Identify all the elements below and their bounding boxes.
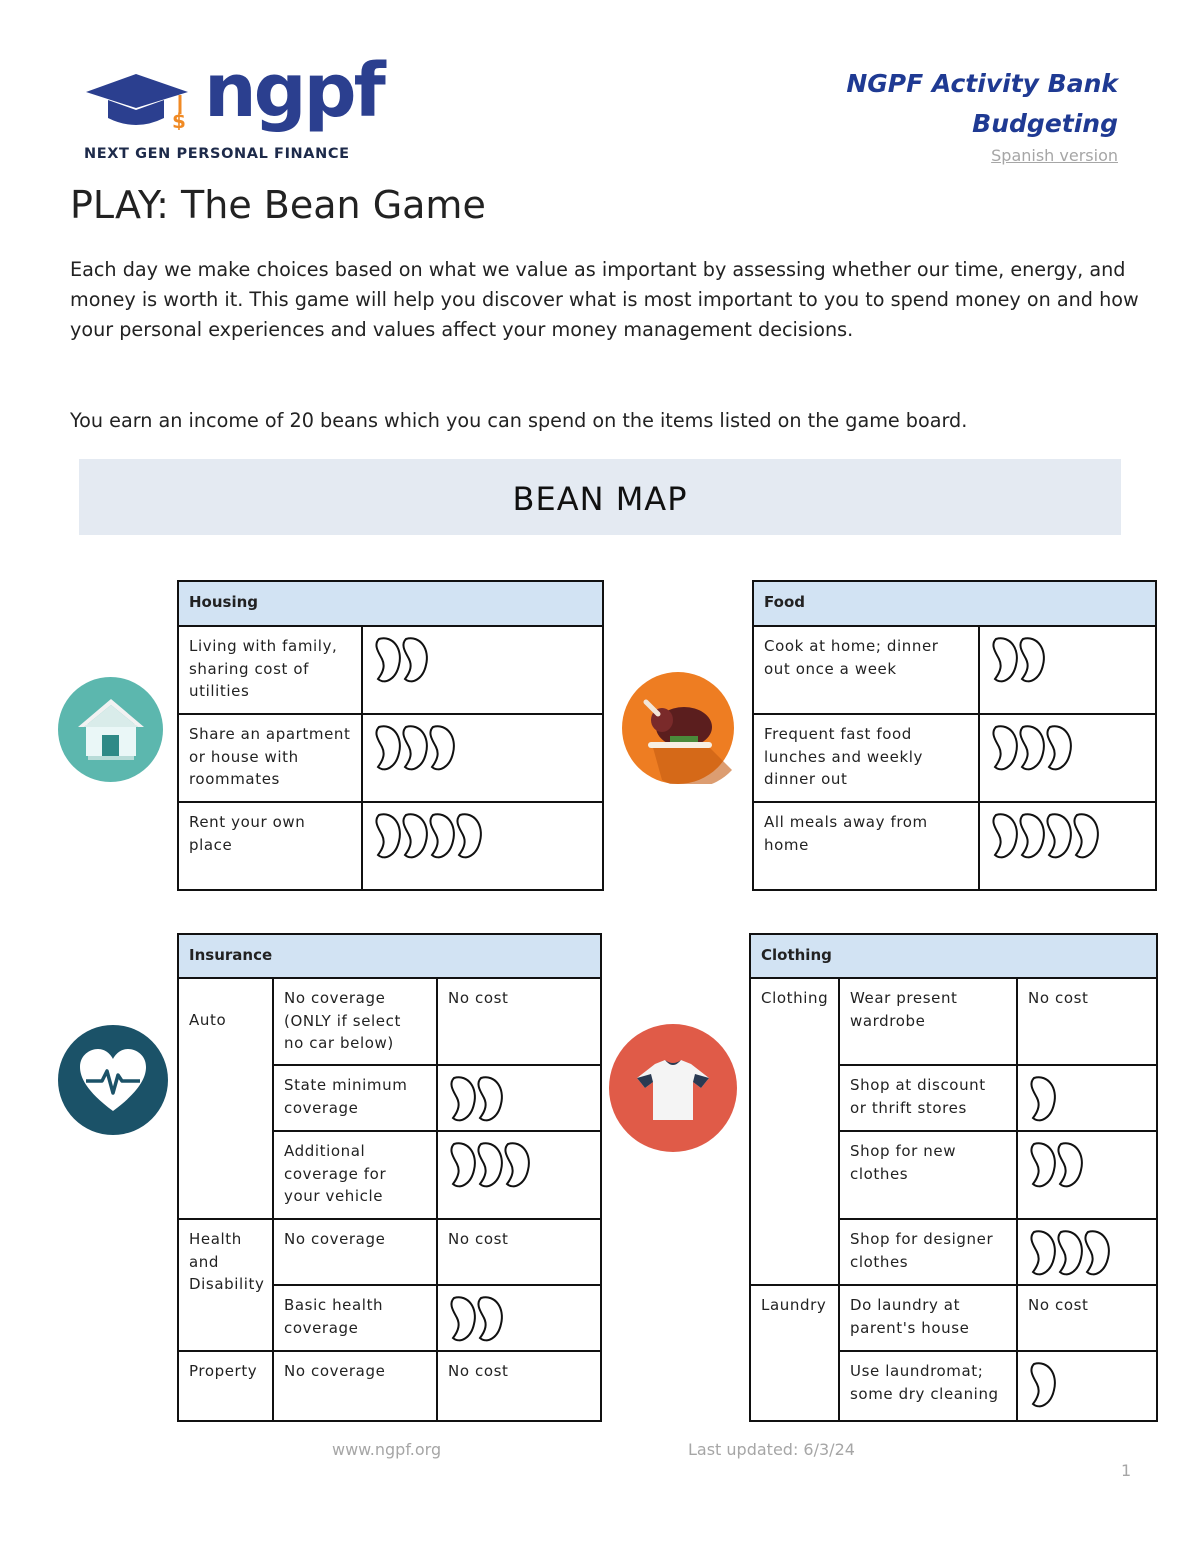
bean-icon: [1047, 726, 1070, 769]
insurance-option-label: Additional coverage for your vehicle: [273, 1131, 437, 1219]
footer-url[interactable]: www.ngpf.org: [332, 1440, 442, 1459]
bean-icon: [1031, 1143, 1054, 1186]
bean-icon: [403, 726, 426, 769]
clothing-header: Clothing: [750, 934, 1157, 978]
insurance-option-label: State minimum coverage: [273, 1065, 437, 1131]
bean-icon: [451, 1297, 474, 1340]
clothing-category: Laundry: [750, 1285, 839, 1421]
bean-icon: [1047, 814, 1070, 857]
bean-cost-icon: [448, 1074, 590, 1122]
activity-bank-header: [846, 64, 1118, 168]
page-number: 1: [1121, 1461, 1132, 1480]
clothing-option-label: Use laundromat; some dry cleaning: [839, 1351, 1017, 1421]
bean-icon: [1020, 726, 1043, 769]
clothing-icon-badge: [609, 1024, 737, 1152]
bean-cost-icon: [990, 811, 1145, 859]
bean-icons: [1028, 1360, 1058, 1410]
housing-option-label: Rent your own place: [178, 802, 362, 890]
activity-bank-title: NGPF Activity Bank: [846, 69, 1118, 98]
housing-bean-cost: [362, 626, 603, 714]
bean-icon: [1020, 814, 1043, 857]
bean-icon: [505, 1143, 528, 1186]
clothing-option-label: Do laundry at parent's house: [839, 1285, 1017, 1351]
bean-icon: [451, 1077, 474, 1120]
bean-icon: [376, 638, 399, 681]
bean-icons: [990, 811, 1101, 861]
bean-cost-icon: [1028, 1360, 1146, 1408]
insurance-option-label: No coverage (ONLY if select no car below): [273, 978, 437, 1065]
bean-icon: [478, 1143, 501, 1186]
bean-icons: [448, 1140, 532, 1190]
clothing-table: [749, 933, 1158, 1422]
insurance-category: Auto: [178, 978, 273, 1219]
bean-icons: [990, 635, 1047, 685]
bean-map-banner: BEAN MAP: [79, 459, 1121, 535]
bean-icon: [1020, 638, 1043, 681]
insurance-bean-cost: [437, 1065, 601, 1131]
page-title: PLAY: The Bean Game: [70, 183, 486, 227]
clothing-bean-cost: [1017, 1131, 1157, 1219]
bean-icon: [376, 814, 399, 857]
bean-icon: [993, 814, 1016, 857]
spanish-version-link[interactable]: Spanish version: [991, 146, 1118, 165]
bean-icon: [478, 1297, 501, 1340]
bean-icon: [1085, 1231, 1108, 1274]
housing-bean-cost: [362, 802, 603, 890]
food-header: Food: [753, 581, 1156, 626]
clothing-bean-cost: [1017, 1219, 1157, 1285]
bean-icons: [1028, 1228, 1112, 1278]
bean-icon: [457, 814, 480, 857]
insurance-category: Health and Disability: [178, 1219, 273, 1351]
food-option-label: All meals away from home: [753, 802, 979, 890]
bean-icon: [993, 726, 1016, 769]
income-paragraph: You earn an income of 20 beans which you can spend on the items listed on the game board.: [70, 409, 968, 432]
bean-cost-icon: [448, 1140, 590, 1188]
food-bean-cost: [979, 802, 1156, 890]
food-icon-badge: [622, 672, 734, 784]
insurance-bean-cost: [437, 1131, 601, 1219]
bean-cost-icon: [448, 1294, 590, 1342]
bean-icon: [1031, 1231, 1054, 1274]
food-option-label: Cook at home; dinner out once a week: [753, 626, 979, 714]
svg-text:$: $: [172, 109, 186, 130]
insurance-cost: No cost: [437, 1351, 601, 1421]
insurance-header: Insurance: [178, 934, 601, 978]
clothing-category: Clothing: [750, 978, 839, 1285]
bean-icons: [373, 723, 457, 773]
bean-icon: [451, 1143, 474, 1186]
housing-option-label: Share an apartment or house with roommates: [178, 714, 362, 802]
footer-last-updated: Last updated: 6/3/24: [688, 1440, 855, 1459]
clothing-option-label: Shop at discount or thrift stores: [839, 1065, 1017, 1131]
heart-pulse-icon: [58, 1025, 168, 1135]
bean-icon: [1031, 1363, 1054, 1406]
bean-cost-icon: [1028, 1140, 1146, 1188]
bean-icon: [478, 1077, 501, 1120]
bean-cost-icon: [990, 635, 1145, 683]
housing-header: Housing: [178, 581, 603, 626]
bean-icons: [448, 1294, 505, 1344]
topic-title: Budgeting: [972, 109, 1118, 138]
bean-icon: [1074, 814, 1097, 857]
bean-icon: [1031, 1077, 1054, 1120]
clothing-cost: No cost: [1017, 978, 1157, 1065]
housing-table: [177, 580, 604, 891]
food-option-label: Frequent fast food lunches and weekly dinner out: [753, 714, 979, 802]
bean-icons: [1028, 1074, 1058, 1124]
insurance-option-label: Basic health coverage: [273, 1285, 437, 1351]
insurance-cost: No cost: [437, 978, 601, 1065]
intro-paragraph: Each day we make choices based on what we value as important by assessing whether our time, energy, and money is worth it. This game will help you discover what is most important to you to spend money on and how your personal experiences and values affect your money management decisions.: [70, 258, 1139, 342]
insurance-option-label: No coverage: [273, 1351, 437, 1421]
bean-icons: [373, 635, 430, 685]
insurance-cost: No cost: [437, 1219, 601, 1285]
t-shirt-icon: [609, 1024, 737, 1152]
housing-icon-badge: [58, 677, 163, 782]
bean-icon: [430, 726, 453, 769]
housing-bean-cost: [362, 714, 603, 802]
bean-cost-icon: [373, 635, 592, 683]
bean-icon: [1058, 1231, 1081, 1274]
bean-cost-icon: [373, 723, 592, 771]
bean-icons: [1028, 1140, 1085, 1190]
bean-icons: [373, 811, 484, 861]
clothing-option-label: Shop for designer clothes: [839, 1219, 1017, 1285]
bean-cost-icon: [990, 723, 1145, 771]
bean-icon: [1058, 1143, 1081, 1186]
bean-icon: [430, 814, 453, 857]
bean-icon: [376, 726, 399, 769]
housing-option-label: Living with family, sharing cost of utilities: [178, 626, 362, 714]
clothing-option-label: Shop for new clothes: [839, 1131, 1017, 1219]
food-bean-cost: [979, 714, 1156, 802]
ngpf-logo: [84, 48, 384, 172]
insurance-table: [177, 933, 602, 1422]
clothing-bean-cost: [1017, 1065, 1157, 1131]
clothing-cost: No cost: [1017, 1285, 1157, 1351]
insurance-icon-badge: [58, 1025, 168, 1135]
bean-cost-icon: [1028, 1074, 1146, 1122]
house-icon: [58, 677, 163, 782]
food-table: [752, 580, 1157, 891]
graduation-cap-icon: [84, 70, 199, 130]
insurance-bean-cost: [437, 1285, 601, 1351]
bean-icon: [993, 638, 1016, 681]
roast-turkey-icon: [622, 672, 734, 784]
food-bean-cost: [979, 626, 1156, 714]
logo-wordmark: ngpf: [204, 48, 383, 134]
bean-icons: [448, 1074, 505, 1124]
bean-cost-icon: [373, 811, 592, 859]
insurance-option-label: No coverage: [273, 1219, 437, 1285]
bean-cost-icon: [1028, 1228, 1146, 1276]
bean-icon: [403, 814, 426, 857]
clothing-bean-cost: [1017, 1351, 1157, 1421]
clothing-option-label: Wear present wardrobe: [839, 978, 1017, 1065]
insurance-category: Property: [178, 1351, 273, 1421]
bean-icon: [403, 638, 426, 681]
logo-tagline: NEXT GEN PERSONAL FINANCE: [84, 146, 350, 162]
bean-icons: [990, 723, 1074, 773]
